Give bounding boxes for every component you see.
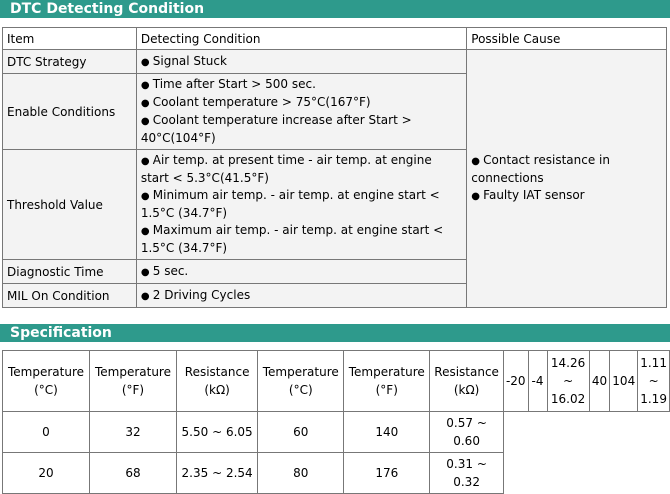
dtc-condition-enable bbox=[136, 74, 466, 150]
dtc-section-title: DTC Detecting Condition bbox=[0, 0, 670, 18]
condition-bullet: ● 2 Driving Cycles bbox=[141, 287, 462, 305]
dtc-condition-threshold bbox=[136, 150, 466, 260]
spec-cell: 140 bbox=[344, 412, 430, 453]
spec-extra-cell: -4 bbox=[528, 351, 547, 412]
spec-cell: 80 bbox=[258, 453, 344, 494]
dtc-item-threshold: Threshold Value bbox=[3, 150, 137, 260]
dtc-item-enable: Enable Conditions bbox=[3, 74, 137, 150]
dtc-item-mil: MIL On Condition bbox=[3, 284, 137, 308]
spec-cell: 176 bbox=[344, 453, 430, 494]
spec-extra-cell: 14.26 ~ 16.02 bbox=[547, 351, 589, 412]
dtc-header-condition: Detecting Condition bbox=[136, 28, 466, 50]
spec-header-resistance: Resistance (kΩ) bbox=[430, 351, 504, 412]
spec-extra-cell: -20 bbox=[503, 351, 528, 412]
spec-cell: 32 bbox=[89, 412, 176, 453]
spec-table bbox=[2, 350, 670, 494]
spec-header-temp-f: Temperature (°F) bbox=[89, 351, 176, 412]
dtc-condition-diagnostic-time bbox=[136, 260, 466, 284]
spec-header-temp-f: Temperature (°F) bbox=[344, 351, 430, 412]
dtc-item-strategy: DTC Strategy bbox=[3, 50, 137, 74]
spec-header-temp-c: Temperature (°C) bbox=[3, 351, 90, 412]
spec-section-title: Specification bbox=[0, 324, 670, 342]
condition-bullet: ● Signal Stuck bbox=[141, 53, 462, 71]
condition-bullet: ● Time after Start > 500 sec. bbox=[141, 76, 462, 94]
condition-bullet: ● Coolant temperature increase after Start > 40°C(104°F) bbox=[141, 112, 462, 147]
spec-cell: 5.50 ~ 6.05 bbox=[176, 412, 257, 453]
condition-bullet: ● Maximum air temp. - air temp. at engine start < 1.5°C (34.7°F) bbox=[141, 222, 462, 257]
dtc-header-cause: Possible Cause bbox=[467, 28, 667, 50]
spec-header-temp-c: Temperature (°C) bbox=[258, 351, 344, 412]
dtc-condition-mil bbox=[136, 284, 466, 308]
spec-cell: 20 bbox=[3, 453, 90, 494]
spec-header-resistance: Resistance (kΩ) bbox=[176, 351, 257, 412]
spec-cell: 2.35 ~ 2.54 bbox=[176, 453, 257, 494]
cause-bullet: ● Faulty IAT sensor bbox=[471, 187, 662, 205]
spec-extra-cell: 40 bbox=[589, 351, 610, 412]
spec-extra-cell: 104 bbox=[610, 351, 638, 412]
cause-bullet: ● Contact resistance in connections bbox=[471, 152, 662, 187]
dtc-item-diagnostic-time: Diagnostic Time bbox=[3, 260, 137, 284]
dtc-table bbox=[2, 27, 667, 308]
condition-bullet: ● 5 sec. bbox=[141, 263, 462, 281]
spec-cell: 68 bbox=[89, 453, 176, 494]
spec-cell: 0.57 ~ 0.60 bbox=[430, 412, 504, 453]
dtc-condition-strategy bbox=[136, 50, 466, 74]
spec-cell: 0.31 ~ 0.32 bbox=[430, 453, 504, 494]
condition-bullet: ● Minimum air temp. - air temp. at engine start < 1.5°C (34.7°F) bbox=[141, 187, 462, 222]
dtc-header-item: Item bbox=[3, 28, 137, 50]
dtc-possible-cause bbox=[467, 50, 667, 308]
condition-bullet: ● Air temp. at present time - air temp. at engine start < 5.3°C(41.5°F) bbox=[141, 152, 462, 187]
condition-bullet: ● Coolant temperature > 75°C(167°F) bbox=[141, 94, 462, 112]
spec-extra-cell: 1.11 ~ 1.19 bbox=[638, 351, 670, 412]
spec-cell: 60 bbox=[258, 412, 344, 453]
spec-cell: 0 bbox=[3, 412, 90, 453]
